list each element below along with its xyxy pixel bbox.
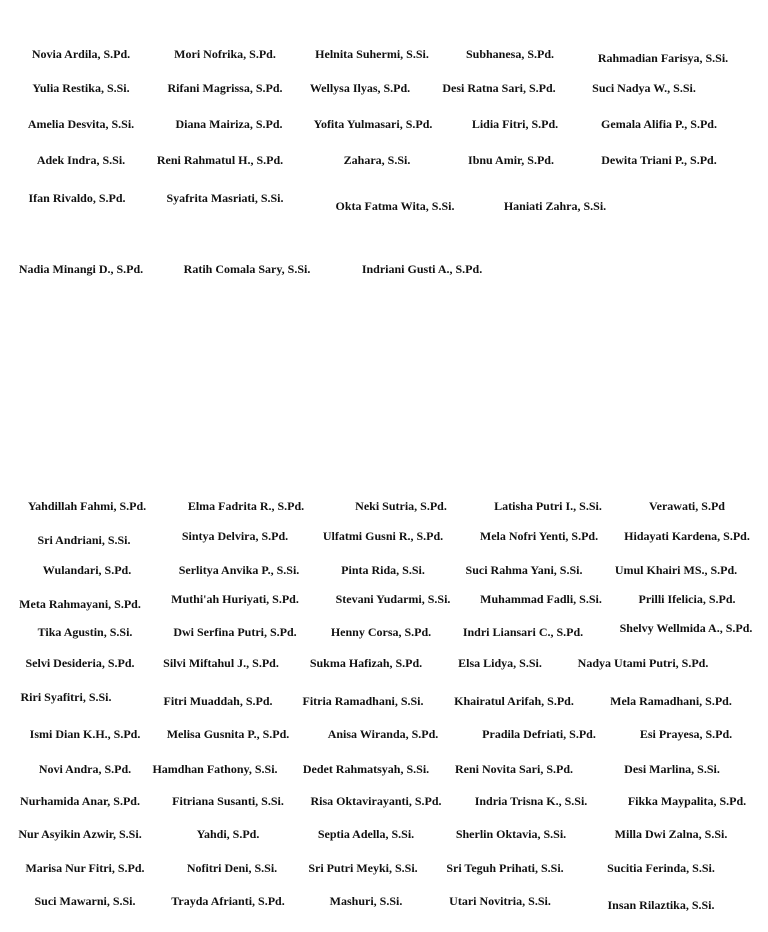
- name-entry: Umul Khairi MS., S.Pd.: [614, 563, 738, 577]
- name-entry: Nadya Utami Putri, S.Pd.: [577, 656, 709, 670]
- name-entry: Yofita Yulmasari, S.Pd.: [313, 117, 433, 131]
- name-entry: Mori Nofrika, S.Pd.: [174, 47, 276, 61]
- name-entry: Yahdillah Fahmi, S.Pd.: [27, 499, 147, 513]
- name-entry: Henny Corsa, S.Pd.: [330, 625, 432, 639]
- name-entry: Zahara, S.Si.: [343, 153, 411, 167]
- name-entry: Utari Novitria, S.Si.: [449, 894, 551, 908]
- name-entry: Anisa Wiranda, S.Pd.: [327, 727, 439, 741]
- name-entry: Yahdi, S.Pd.: [196, 827, 260, 841]
- name-entry: Verawati, S.Pd: [649, 499, 725, 513]
- name-entry: Sri Andriani, S.Si.: [37, 533, 131, 547]
- name-entry: Fikka Maypalita, S.Pd.: [627, 794, 747, 808]
- name-entry: Suci Rahma Yani, S.Si.: [465, 563, 583, 577]
- name-entry: Silvi Miftahul J., S.Pd.: [163, 656, 279, 670]
- name-entry: Diana Mairiza, S.Pd.: [175, 117, 283, 131]
- name-entry: Gemala Alifia P., S.Pd.: [601, 117, 717, 131]
- name-entry: Desi Marlina, S.Si.: [624, 762, 720, 776]
- name-entry: Trayda Afrianti, S.Pd.: [171, 894, 285, 908]
- name-entry: Wulandari, S.Pd.: [42, 563, 132, 577]
- name-entry: Wellysa Ilyas, S.Pd.: [309, 81, 411, 95]
- name-entry: Hidayati Kardena, S.Pd.: [624, 529, 750, 543]
- name-entry: Sri Teguh Prihati, S.Si.: [446, 861, 564, 875]
- name-entry: Lidia Fitri, S.Pd.: [471, 117, 559, 131]
- name-entry: Mela Ramadhani, S.Pd.: [610, 694, 732, 708]
- name-entry: Selvi Desideria, S.Pd.: [25, 656, 135, 670]
- name-entry: Ulfatmi Gusni R., S.Pd.: [322, 529, 444, 543]
- name-entry: Insan Rilaztika, S.Si.: [607, 898, 715, 912]
- name-entry: Sri Putri Meyki, S.Si.: [308, 861, 418, 875]
- name-entry: Elsa Lidya, S.Si.: [458, 656, 542, 670]
- name-entry: Serlitya Anvika P., S.Si.: [178, 563, 300, 577]
- name-entry: Okta Fatma Wita, S.Si.: [335, 199, 455, 213]
- name-entry: Hamdhan Fathony, S.Si.: [152, 762, 278, 776]
- name-entry: Fitria Ramadhani, S.Si.: [302, 694, 424, 708]
- name-entry: Latisha Putri I., S.Si.: [494, 499, 602, 513]
- name-entry: Reni Rahmatul H., S.Pd.: [156, 153, 284, 167]
- name-entry: Sukma Hafizah, S.Pd.: [309, 656, 423, 670]
- name-entry: Indriani Gusti A., S.Pd.: [361, 262, 483, 276]
- name-entry: Esi Prayesa, S.Pd.: [639, 727, 733, 741]
- name-entry: Reni Novita Sari, S.Pd.: [454, 762, 574, 776]
- name-entry: Ratih Comala Sary, S.Si.: [183, 262, 311, 276]
- name-entry: Septia Adella, S.Si.: [317, 827, 415, 841]
- name-entry: Fitriana Susanti, S.Si.: [172, 794, 284, 808]
- name-entry: Subhanesa, S.Pd.: [465, 47, 555, 61]
- name-entry: Dewita Triani P., S.Pd.: [601, 153, 717, 167]
- name-entry: Stevani Yudarmi, S.Si.: [335, 592, 451, 606]
- name-entry: Sintya Delvira, S.Pd.: [181, 529, 289, 543]
- name-entry: Pinta Rida, S.Si.: [341, 563, 425, 577]
- name-entry: Fitri Muaddah, S.Pd.: [163, 694, 273, 708]
- name-entry: Yulia Restika, S.Si.: [32, 81, 130, 95]
- name-entry: Helnita Suhermi, S.Si.: [315, 47, 429, 61]
- name-entry: Melisa Gusnita P., S.Pd.: [166, 727, 290, 741]
- name-entry: Pradila Defriati, S.Pd.: [482, 727, 596, 741]
- name-entry: Riri Syafitri, S.Si.: [20, 690, 112, 704]
- name-entry: Nur Asyikin Azwir, S.Si.: [18, 827, 142, 841]
- name-entry: Dwi Serfina Putri, S.Pd.: [173, 625, 297, 639]
- name-entry: Novia Ardila, S.Pd.: [31, 47, 131, 61]
- name-entry: Khairatul Arifah, S.Pd.: [454, 694, 574, 708]
- name-entry: Prilli Ifelicia, S.Pd.: [638, 592, 736, 606]
- name-entry: Marisa Nur Fitri, S.Pd.: [25, 861, 145, 875]
- name-entry: Ismi Dian K.H., S.Pd.: [29, 727, 141, 741]
- name-entry: Desi Ratna Sari, S.Pd.: [442, 81, 556, 95]
- name-entry: Rifani Magrissa, S.Pd.: [167, 81, 283, 95]
- name-entry: Indri Liansari C., S.Pd.: [462, 625, 584, 639]
- name-entry: Sucitia Ferinda, S.Si.: [607, 861, 715, 875]
- name-entry: Meta Rahmayani, S.Pd.: [19, 597, 141, 611]
- name-entry: Neki Sutria, S.Pd.: [355, 499, 447, 513]
- name-entry: Haniati Zahra, S.Si.: [503, 199, 607, 213]
- name-entry: Suci Mawarni, S.Si.: [34, 894, 136, 908]
- name-entry: Risa Oktavirayanti, S.Pd.: [310, 794, 442, 808]
- name-entry: Suci Nadya W., S.Si.: [592, 81, 696, 95]
- name-entry: Ibnu Amir, S.Pd.: [468, 153, 554, 167]
- name-entry: Indria Trisna K., S.Si.: [474, 794, 588, 808]
- name-entry: Elma Fadrita R., S.Pd.: [187, 499, 305, 513]
- name-entry: Mela Nofri Yenti, S.Pd.: [479, 529, 599, 543]
- name-entry: Nurhamida Anar, S.Pd.: [20, 794, 140, 808]
- name-entry: Milla Dwi Zalna, S.Si.: [614, 827, 728, 841]
- name-entry: Mashuri, S.Si.: [329, 894, 403, 908]
- name-entry: Ifan Rivaldo, S.Pd.: [28, 191, 126, 205]
- name-entry: Nofitri Deni, S.Si.: [186, 861, 278, 875]
- name-entry: Rahmadian Farisya, S.Si.: [597, 51, 729, 65]
- name-entry: Nadia Minangi D., S.Pd.: [18, 262, 144, 276]
- name-entry: Sherlin Oktavia, S.Si.: [455, 827, 567, 841]
- name-entry: Novi Andra, S.Pd.: [38, 762, 132, 776]
- name-entry: Syafrita Masriati, S.Si.: [166, 191, 284, 205]
- name-entry: Adek Indra, S.Si.: [36, 153, 126, 167]
- name-entry: Muthi'ah Huriyati, S.Pd.: [171, 592, 299, 606]
- name-entry: Dedet Rahmatsyah, S.Si.: [302, 762, 430, 776]
- name-entry: Tika Agustin, S.Si.: [37, 625, 133, 639]
- name-entry: Shelvy Wellmida A., S.Pd.: [619, 621, 753, 635]
- name-entry: Amelia Desvita, S.Si.: [27, 117, 135, 131]
- name-entry: Muhammad Fadli, S.Si.: [480, 592, 602, 606]
